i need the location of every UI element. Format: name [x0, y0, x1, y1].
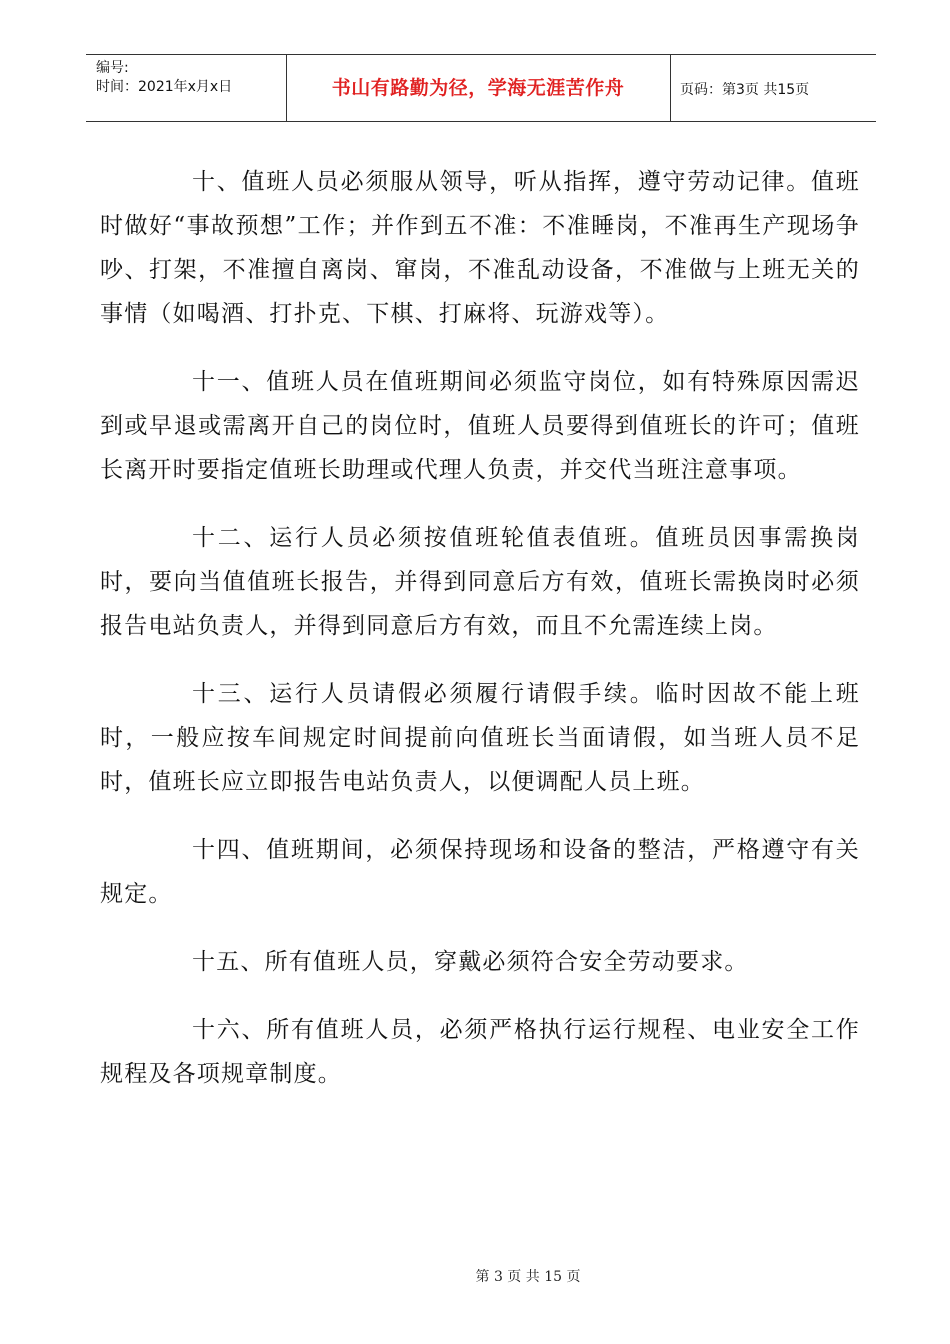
- header-meta: [96, 59, 286, 97]
- header-page-info: 页码：第3页 共15页: [680, 82, 810, 98]
- paragraph-15: 十五、所有值班人员，穿戴必须符合安全劳动要求。: [192, 949, 749, 975]
- header-divider-right: [670, 55, 671, 121]
- document-time-label: 时间：2021年x月x日: [96, 79, 233, 95]
- paragraph-14: 十四、值班期间，必须保持现场和设备的整洁，严格遵守有关规定。: [100, 837, 860, 907]
- header-divider-left: [286, 55, 287, 121]
- page-footer: 第 3 页 共 15 页: [475, 1269, 581, 1285]
- paragraph-16: 十六、所有值班人员，必须严格执行运行规程、电业安全工作规程及各项规章制度。: [100, 1017, 860, 1087]
- document-body: [100, 160, 860, 1120]
- paragraph-13: 十三、运行人员请假必须履行请假手续。临时因故不能上班时，一般应按车间规定时间提前向值班长当面请假，如当班人员不足时，值班长应立即报告电站负责人，以便调配人员上班。: [100, 681, 860, 795]
- page-header: [86, 54, 876, 122]
- paragraph-10: 十、值班人员必须服从领导，听从指挥，遵守劳动记律。值班时做好“事故预想”工作；并作到五不准：不准睡岗，不准再生产现场争吵、打架，不准擅自离岗、窜岗，不准乱动设备，不准做与上班无关的事情（如喝酒、打扑克、下棋、打麻将、玩游戏等）。: [100, 169, 860, 327]
- header-motto: 书山有路勤为径，学海无涯苦作舟: [331, 77, 625, 99]
- paragraph-11: 十一、值班人员在值班期间必须监守岗位，如有特殊原因需迟到或早退或需离开自己的岗位时，值班人员要得到值班长的许可；值班长离开时要指定值班长助理或代理人负责，并交代当班注意事项。: [100, 369, 860, 483]
- document-number-label: 编号:: [96, 60, 129, 76]
- paragraph-12: 十二、运行人员必须按值班轮值表值班。值班员因事需换岗时，要向当值值班长报告，并得到同意后方有效，值班长需换岗时必须报告电站负责人，并得到同意后方有效，而且不允需连续上岗。: [100, 525, 860, 639]
